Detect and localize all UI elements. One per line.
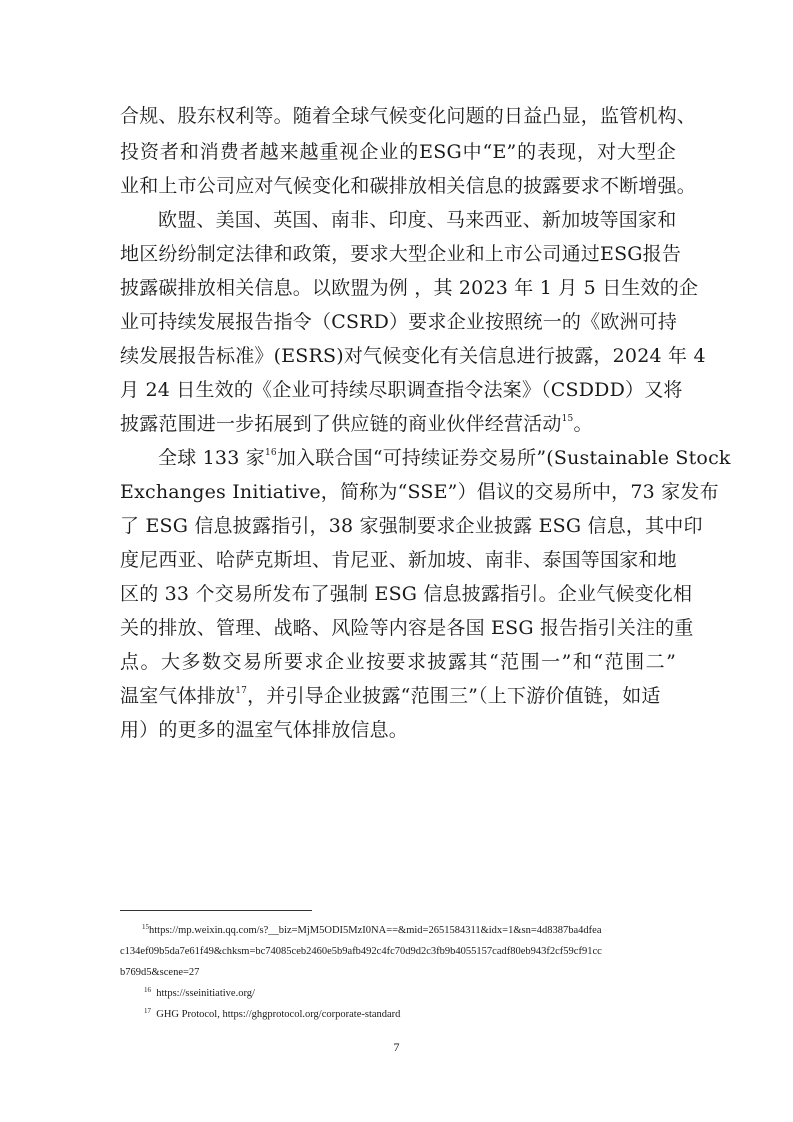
body-line-8: 续发展报告标准》(ESRS)对气候变化有关信息进行披露，2024 年 4 (120, 345, 706, 367)
footnote-ref-17[interactable]: 17 (235, 686, 248, 696)
body-line-9: 月 24 日生效的《企业可持续尽职调查指令法案》（CSDDD）又将 (120, 379, 683, 401)
body-line-18-text-b: ，并引导企业披露“范围三”（上下游价值链，如适 (247, 685, 661, 707)
body-line-4: 欧盟、美国、英国、南非、印度、马来西亚、新加坡等国家和 (158, 209, 677, 231)
body-line-1: 合规、股东权利等。随着全球气候变化问题的日益凸显，监管机构、 (120, 105, 697, 127)
footnote-15 (142, 924, 601, 938)
body-line-11 (158, 446, 731, 470)
footnote-15-url-line-3[interactable]: b769d5&scene=27 (120, 967, 200, 978)
body-line-3: 业和上市公司应对气候变化和碳排放相关信息的披露要求不断增强。 (120, 175, 697, 197)
page-number: 7 (393, 1040, 400, 1054)
footnote-17-mark: 17 (144, 1007, 151, 1015)
body-line-18-text-a: 温室气体排放 (120, 685, 236, 707)
body-line-11-text-a: 全球 133 家 (158, 447, 265, 469)
footnote-17-text[interactable]: GHG Protocol, https://ghgprotocol.org/corporate-standard (156, 1009, 401, 1020)
body-line-5: 地区纷纷制定法律和政策，要求大型企业和上市公司通过ESG报告 (120, 243, 682, 265)
body-line-7: 业可持续发展报告指令（CSRD）要求企业按照统一的《欧洲可持 (120, 311, 678, 333)
body-line-12: Exchanges Initiative，简称为“SSE”）倡议的交易所中，73 家发布 (120, 481, 719, 503)
footnote-15-url-line-1[interactable]: https://mp.weixin.qq.com/s?__biz=MjM5ODI5MzI0NA==&mid=2651584311&idx=1&sn=4d8387ba4dfea (149, 925, 602, 936)
body-line-15: 区的 33 个交易所发布了强制 ESG 信息披露指引。企业气候变化相 (120, 583, 693, 605)
footnote-16 (144, 987, 255, 1001)
footnote-15-url-line-2[interactable]: c134ef09b5da7e61f49&chksm=bc74085ceb2460e5b9afb492c4fc70d9d2c3fb9b4055157cadf80eb943f2cf59cf91cc (120, 946, 602, 957)
footnote-separator (120, 910, 312, 911)
body-line-14: 度尼西亚、哈萨克斯坦、肯尼亚、新加坡、南非、泰国等国家和地 (120, 549, 677, 571)
body-line-16: 关的排放、管理、战略、风险等内容是各国 ESG 报告指引关注的重 (120, 617, 694, 639)
body-line-10-text: 披露范围进一步拓展到了供应链的商业伙伴经营活动 (120, 413, 562, 435)
footnote-ref-15[interactable]: 15 (561, 414, 574, 424)
footnote-15-mark: 15 (142, 923, 149, 931)
body-line-17: 点。大多数交易所要求企业按要求披露其“范围一”和“范围二” (120, 651, 676, 673)
footnote-16-url[interactable]: https://sseinitiative.org/ (156, 988, 255, 999)
body-line-18 (120, 684, 676, 708)
body-line-2: 投资者和消费者越来越重视企业的ESG中“E”的表现，对大型企 (120, 141, 676, 163)
footnote-16-mark: 16 (144, 986, 151, 994)
footnote-ref-16[interactable]: 16 (264, 448, 277, 458)
body-line-6: 披露碳排放相关信息。以欧盟为例 ，其 2023 年 1 月 5 日生效的企 (120, 277, 699, 299)
footnote-17 (144, 1008, 400, 1022)
body-line-11-text-b: 加入联合国“可持续证券交易所”(Sustainable Stock (276, 447, 731, 469)
body-line-10-period: 。 (573, 413, 593, 435)
body-line-19: 用）的更多的温室气体排放信息。 (120, 719, 409, 741)
body-line-10 (120, 412, 676, 436)
body-line-13: 了 ESG 信息披露指引，38 家强制要求企业披露 ESG 信息，其中印 (120, 515, 703, 537)
